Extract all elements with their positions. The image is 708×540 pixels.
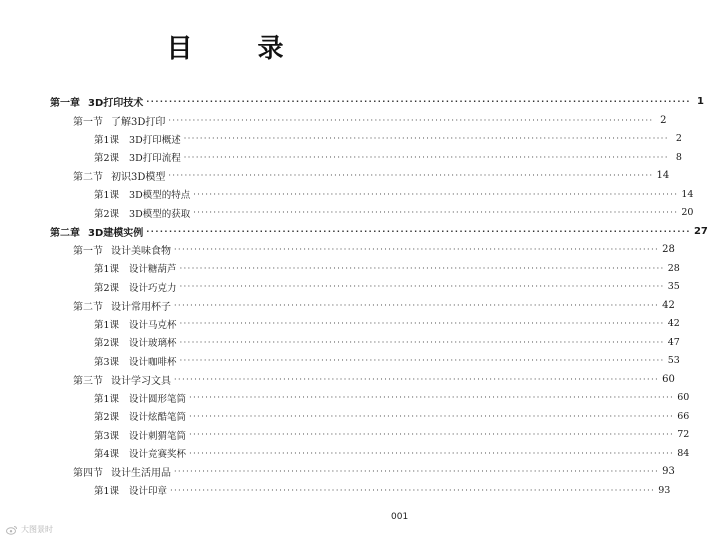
entry-page-number: 2	[675, 133, 682, 144]
toc-entry-chapter	[50, 223, 708, 240]
toc-entry-lesson	[94, 334, 680, 351]
toc-entry-lesson	[94, 278, 680, 295]
dot-leader: ························································································································	[170, 485, 656, 495]
entry-title: 3D模型的特点	[129, 190, 191, 201]
toc-entry-lesson	[94, 130, 682, 147]
toc-entry-lesson	[94, 389, 690, 406]
entry-number: 第一节	[73, 246, 103, 257]
toc-entry-lesson	[94, 445, 690, 462]
toc-entry-section	[73, 112, 667, 129]
entry-title: 设计印章	[129, 486, 168, 497]
toc-entry-section	[73, 241, 675, 258]
entry-title: 设计糖葫芦	[129, 264, 177, 275]
dot-leader: ························································································································	[174, 374, 660, 384]
page-title: 目 录	[166, 34, 312, 64]
entry-number: 第2课	[94, 282, 120, 294]
entry-number: 第2课	[94, 208, 120, 220]
toc-entry-section	[73, 371, 675, 388]
entry-page-number: 60	[677, 392, 690, 403]
dot-leader: ························································································································	[179, 319, 665, 328]
watermark-text: 大图景时	[21, 525, 53, 534]
entry-number: 第二节	[73, 172, 103, 183]
entry-page-number: 2	[660, 114, 667, 126]
entry-title: 了解3D打印	[111, 116, 166, 128]
weibo-logo-icon	[6, 525, 18, 535]
entry-title: 3D打印流程	[129, 153, 181, 164]
entry-page-number: 72	[677, 429, 690, 440]
entry-number: 第1课	[94, 319, 120, 331]
dot-leader: ························································································································	[189, 430, 675, 439]
dot-leader: ························································································································	[189, 411, 675, 421]
toc-entry-section	[73, 297, 675, 314]
toc-entry-lesson	[94, 204, 694, 221]
entry-page-number: 35	[667, 281, 680, 292]
entry-page-number: 20	[681, 207, 694, 218]
entry-page-number: 8	[675, 151, 682, 163]
entry-page-number: 93	[662, 466, 675, 477]
dot-leader: ························································································································	[168, 115, 654, 125]
toc-entry-section	[73, 463, 675, 480]
entry-number: 第3课	[94, 430, 120, 442]
dot-leader: ························································································································	[183, 134, 669, 143]
entry-page-number: 47	[667, 336, 680, 348]
dot-leader: ························································································································	[193, 189, 679, 199]
entry-title: 设计学习文具	[111, 375, 171, 387]
toc-entry-lesson	[94, 482, 671, 499]
entry-title: 设计巧克力	[129, 282, 177, 294]
dot-leader: ························································································································	[179, 263, 665, 273]
toc-entry-lesson	[94, 426, 690, 443]
toc-entry-lesson	[94, 315, 680, 332]
entry-page-number: 27	[693, 225, 708, 237]
page-number: 001	[391, 512, 409, 522]
entry-number: 第1课	[94, 190, 120, 201]
entry-title: 设计竞赛奖杯	[129, 449, 187, 460]
entry-number: 第一章	[50, 98, 80, 109]
entry-number: 第3课	[94, 356, 120, 368]
entry-number: 第一节	[73, 116, 103, 128]
toc-entry-section	[73, 167, 670, 184]
entry-number: 第二章	[50, 227, 80, 239]
entry-page-number: 53	[667, 355, 680, 366]
dot-leader: ························································································································	[146, 226, 691, 236]
entry-title: 3D模型的获取	[129, 208, 191, 220]
dot-leader: ························································································································	[174, 245, 660, 254]
entry-title: 设计炫酷笔筒	[129, 412, 187, 423]
dot-leader: ························································································································	[168, 171, 654, 180]
entry-page-number: 42	[662, 299, 675, 311]
entry-number: 第1课	[94, 134, 120, 146]
dot-leader: ························································································································	[179, 282, 665, 291]
dot-leader: ························································································································	[179, 356, 665, 365]
entry-number: 第1课	[94, 264, 120, 275]
entry-title: 初识3D模型	[111, 172, 166, 183]
dot-leader: ························································································································	[174, 300, 660, 310]
toc-entry-lesson	[94, 408, 690, 425]
entry-title: 设计美味食物	[111, 246, 171, 257]
dot-leader: ························································································································	[189, 448, 675, 458]
entry-number: 第2课	[94, 338, 120, 349]
entry-title: 设计常用杯子	[111, 301, 171, 313]
entry-title: 设计圆形笔筒	[129, 393, 187, 405]
dot-leader: ························································································································	[193, 208, 679, 217]
entry-title: 设计玻璃杯	[129, 338, 177, 349]
entry-number: 第2课	[94, 153, 120, 164]
entry-title: 设计刺猬笔筒	[129, 430, 187, 442]
entry-title: 3D建模实例	[88, 227, 144, 239]
entry-page-number: 28	[667, 262, 680, 274]
entry-number: 第1课	[94, 393, 120, 405]
entry-title: 3D打印概述	[129, 134, 181, 146]
entry-page-number: 14	[656, 170, 670, 181]
dot-leader: ························································································································	[179, 337, 665, 347]
toc-entry-chapter	[50, 93, 704, 110]
entry-page-number: 28	[662, 244, 675, 255]
entry-page-number: 60	[662, 373, 675, 385]
dot-leader: ························································································································	[174, 467, 660, 476]
dot-leader: ························································································································	[189, 393, 675, 402]
toc-entry-lesson	[94, 186, 694, 203]
entry-number: 第2课	[94, 412, 120, 423]
entry-page-number: 14	[681, 188, 694, 200]
entry-number: 第四节	[73, 468, 103, 479]
entry-page-number: 1	[696, 96, 704, 107]
entry-title: 设计咖啡杯	[129, 356, 177, 368]
toc-entry-lesson	[94, 260, 680, 277]
toc-entry-lesson	[94, 352, 680, 369]
dot-leader: ························································································································	[146, 97, 691, 106]
entry-title: 3D打印技术	[88, 98, 144, 109]
entry-number: 第二节	[73, 301, 103, 313]
watermark	[6, 524, 53, 535]
entry-number: 第1课	[94, 486, 120, 497]
entry-number: 第三节	[73, 375, 103, 387]
entry-page-number: 93	[658, 484, 671, 496]
entry-title: 设计生活用品	[111, 468, 171, 479]
entry-page-number: 84	[677, 447, 690, 459]
entry-page-number: 42	[667, 318, 680, 329]
dot-leader: ························································································································	[183, 152, 669, 162]
entry-page-number: 66	[677, 410, 690, 422]
toc-entry-lesson	[94, 149, 682, 166]
entry-title: 设计马克杯	[129, 319, 177, 331]
entry-number: 第4课	[94, 449, 120, 460]
